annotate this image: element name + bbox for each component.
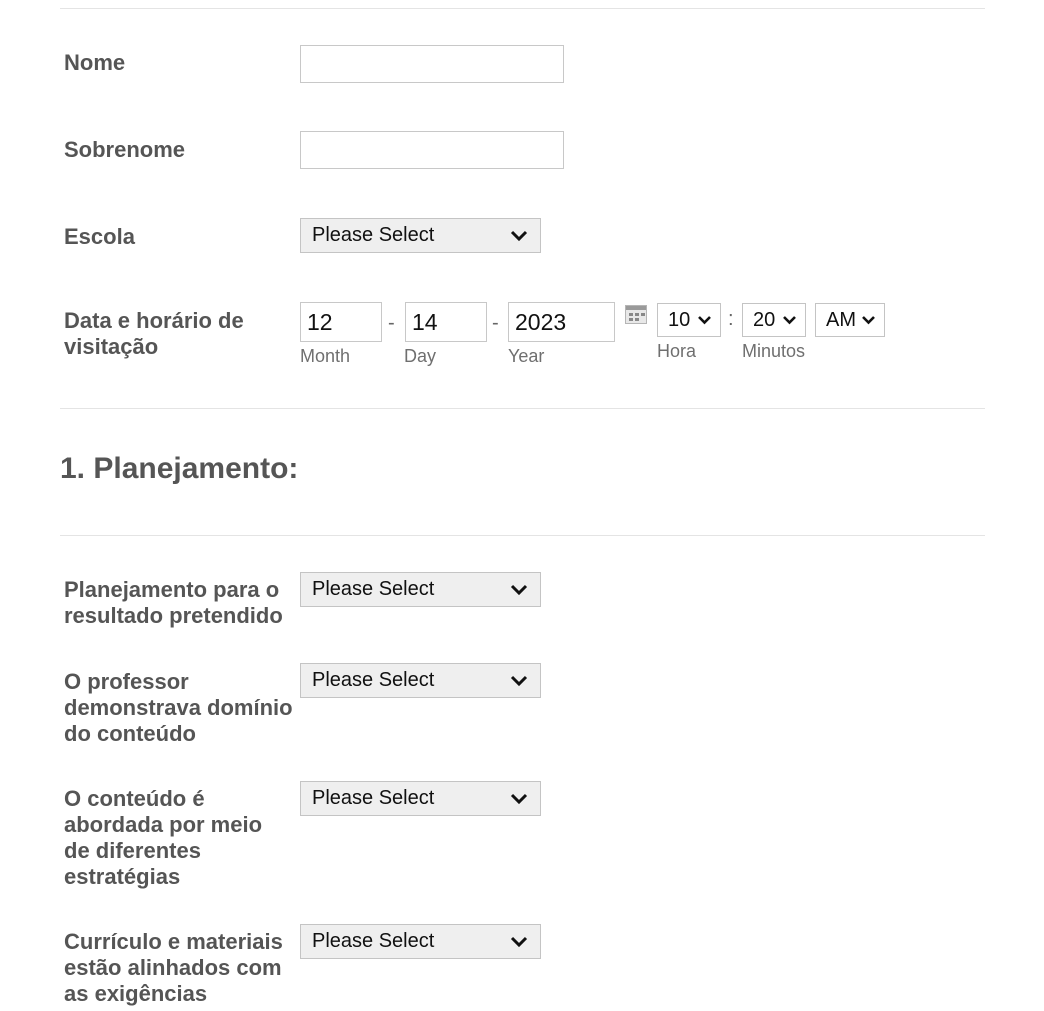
time-separator: :: [728, 308, 734, 330]
chevron-down-icon: [697, 315, 712, 325]
question-label: O conteúdo é abordada por meio de diferentes estratégias: [64, 786, 263, 889]
chevron-down-icon: [861, 315, 876, 325]
nome-input[interactable]: [300, 45, 564, 83]
year-caption: Year: [508, 346, 545, 366]
question-select[interactable]: [300, 572, 541, 607]
escola-select-value: Please Select: [312, 224, 435, 246]
divider-top: [60, 8, 985, 9]
minute-caption: Minutos: [742, 341, 806, 361]
ampm-select-value: AM: [826, 309, 856, 331]
minute-select-value: 20: [753, 309, 776, 331]
visit-label: Data e horário de visitação: [64, 308, 244, 359]
divider: [60, 535, 985, 536]
question-select[interactable]: [300, 924, 541, 959]
chevron-down-icon: [782, 315, 797, 325]
chevron-down-icon: [510, 675, 528, 687]
chevron-down-icon: [510, 936, 528, 948]
minute-select[interactable]: [742, 303, 806, 337]
month-caption: Month: [300, 346, 351, 366]
chevron-down-icon: [510, 230, 528, 242]
divider: [60, 408, 985, 409]
hour-select[interactable]: [657, 303, 721, 337]
sobrenome-input[interactable]: [300, 131, 564, 169]
date-separator: -: [388, 312, 395, 334]
question-select-value: Please Select: [312, 930, 435, 952]
year-input[interactable]: 2023: [508, 302, 615, 342]
sobrenome-label: Sobrenome: [64, 137, 186, 162]
chevron-down-icon: [510, 793, 528, 805]
escola-select[interactable]: [300, 218, 541, 253]
chevron-down-icon: [510, 584, 528, 596]
question-label: Currículo e materiais estão alinhados com as exigências: [64, 929, 283, 1006]
hour-select-value: 10: [668, 309, 691, 331]
month-input[interactable]: 12: [300, 302, 382, 342]
section-title: 1. Planejamento:: [60, 452, 299, 485]
hour-caption: Hora: [657, 341, 697, 361]
day-caption: Day: [404, 346, 437, 366]
question-select-value: Please Select: [312, 669, 435, 691]
question-label: Planejamento para o resultado pretendido: [64, 577, 283, 628]
question-select[interactable]: [300, 781, 541, 816]
question-select-value: Please Select: [312, 578, 435, 600]
escola-label: Escola: [64, 224, 135, 249]
nome-label: Nome: [64, 50, 126, 75]
ampm-select[interactable]: [815, 303, 885, 337]
calendar-icon[interactable]: [625, 305, 647, 324]
date-separator: -: [492, 312, 499, 334]
question-select-value: Please Select: [312, 787, 435, 809]
day-input[interactable]: 14: [405, 302, 487, 342]
question-select[interactable]: [300, 663, 541, 698]
question-label: O professor demonstrava domínio do conteúdo: [64, 669, 293, 746]
